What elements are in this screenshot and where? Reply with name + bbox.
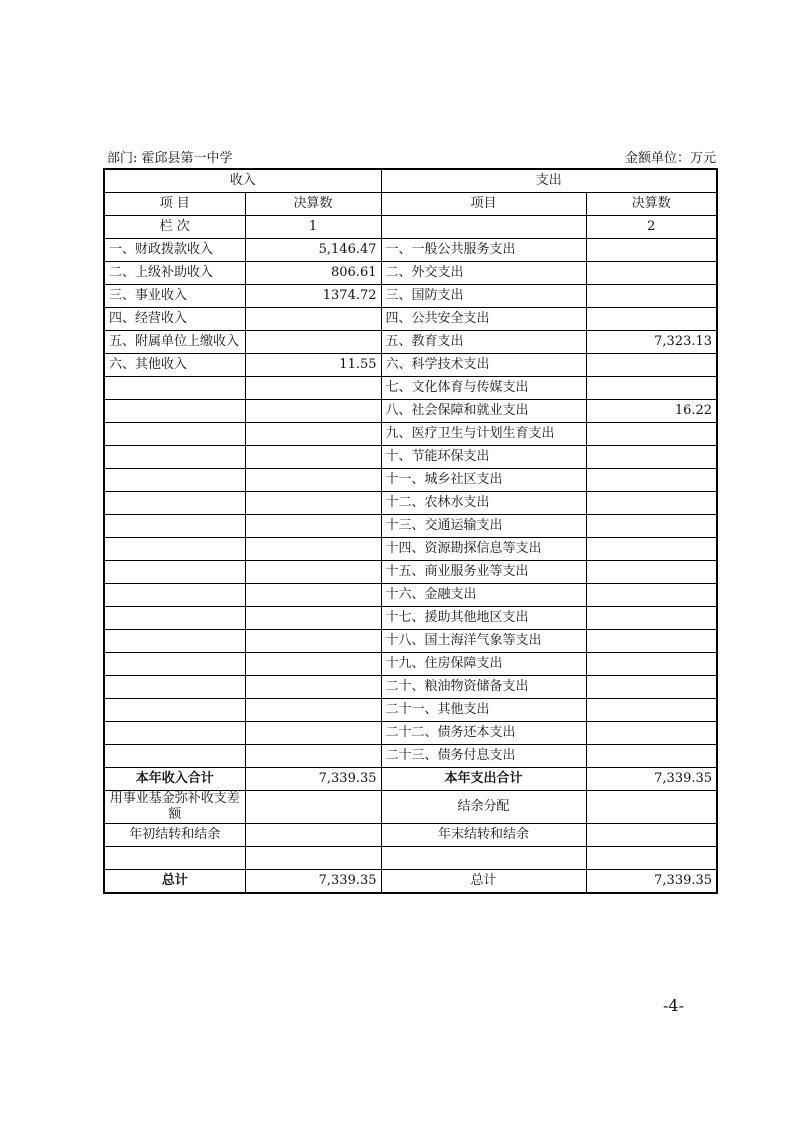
- expense-item-cell: 八、社会保障和就业支出: [381, 400, 586, 423]
- expense-total-value: 7,339.35: [586, 768, 717, 791]
- table-row: [104, 699, 717, 722]
- income-item-cell: [104, 469, 245, 492]
- income-item-cell: [104, 492, 245, 515]
- expense-item-cell: 四、公共安全支出: [381, 308, 586, 331]
- income-item-cell: 六、其他收入: [104, 354, 245, 377]
- department-label: 部门: 霍邱县第一中学: [107, 151, 233, 166]
- table-row: [104, 331, 717, 354]
- income-item-cell: [104, 423, 245, 446]
- table-row: [104, 354, 717, 377]
- grand-total-right: 7,339.35: [586, 870, 717, 894]
- income-item-cell: 二、上级补助收入: [104, 262, 245, 285]
- begin-value: [245, 824, 381, 847]
- expense-item-cell: 二十一、其他支出: [381, 699, 586, 722]
- table-row: [104, 607, 717, 630]
- index-label: 栏 次: [104, 216, 245, 239]
- expense-item-cell: 三、国防支出: [381, 285, 586, 308]
- expense-amount-cell: 16.22: [586, 400, 717, 423]
- expense-amount-cell: [586, 262, 717, 285]
- table-row: [104, 285, 717, 308]
- page-number: -4-: [663, 996, 684, 1015]
- expense-item-cell: 十三、交通运输支出: [381, 515, 586, 538]
- table-row: [104, 262, 717, 285]
- income-amount-cell: 5,146.47: [245, 239, 381, 262]
- grand-total-label-left: 总计: [104, 870, 245, 894]
- expense-amount-cell: [586, 239, 717, 262]
- income-amount-cell: [245, 308, 381, 331]
- income-item-cell: [104, 561, 245, 584]
- income-amount-cell: [245, 607, 381, 630]
- expense-amount-cell: [586, 745, 717, 768]
- expense-amount-cell: [586, 515, 717, 538]
- surplus-value: [586, 791, 717, 824]
- income-amount-header: 决算数: [245, 193, 381, 216]
- index-col1: 1: [245, 216, 381, 239]
- income-amount-cell: [245, 561, 381, 584]
- expense-item-cell: 十九、住房保障支出: [381, 653, 586, 676]
- income-item-cell: 三、事业收入: [104, 285, 245, 308]
- table-row: [104, 400, 717, 423]
- income-amount-cell: [245, 745, 381, 768]
- expense-amount-cell: [586, 446, 717, 469]
- expense-amount-cell: [586, 607, 717, 630]
- expense-item-cell: 十八、国土海洋气象等支出: [381, 630, 586, 653]
- income-item-cell: [104, 699, 245, 722]
- grand-total-label-right: 总计: [381, 870, 586, 894]
- income-item-cell: 五、附属单位上缴收入: [104, 331, 245, 354]
- blank-cell: [381, 847, 586, 870]
- income-amount-cell: [245, 653, 381, 676]
- expense-amount-cell: [586, 308, 717, 331]
- blank-cell: [586, 847, 717, 870]
- fund-row: [104, 791, 717, 824]
- expense-amount-cell: [586, 423, 717, 446]
- income-amount-cell: [245, 515, 381, 538]
- expense-total-label: 本年支出合计: [381, 768, 586, 791]
- column-header-row: [104, 193, 717, 216]
- grand-total-left: 7,339.35: [245, 870, 381, 894]
- income-section-header: 收入: [104, 169, 381, 193]
- expense-item-cell: 十五、商业服务业等支出: [381, 561, 586, 584]
- end-label: 年末结转和结余: [381, 824, 586, 847]
- income-amount-cell: [245, 446, 381, 469]
- income-amount-cell: [245, 331, 381, 354]
- income-item-cell: [104, 653, 245, 676]
- expense-item-cell: 二、外交支出: [381, 262, 586, 285]
- table-row: [104, 469, 717, 492]
- expense-amount-cell: [586, 722, 717, 745]
- income-item-cell: [104, 630, 245, 653]
- expense-item-cell: 二十二、债务还本支出: [381, 722, 586, 745]
- expense-amount-cell: [586, 676, 717, 699]
- expense-section-header: 支出: [381, 169, 717, 193]
- income-amount-cell: [245, 722, 381, 745]
- income-amount-cell: [245, 584, 381, 607]
- expense-amount-cell: [586, 538, 717, 561]
- expense-amount-cell: [586, 285, 717, 308]
- index-empty: [381, 216, 586, 239]
- table-row: [104, 446, 717, 469]
- surplus-label: 结余分配: [381, 791, 586, 824]
- table-row: [104, 538, 717, 561]
- expense-item-cell: 一、一般公共服务支出: [381, 239, 586, 262]
- expense-amount-cell: [586, 584, 717, 607]
- section-header-row: [104, 169, 717, 193]
- expense-amount-cell: [586, 354, 717, 377]
- expense-item-cell: 十四、资源勘探信息等支出: [381, 538, 586, 561]
- expense-amount-cell: [586, 653, 717, 676]
- table-row: [104, 653, 717, 676]
- fund-label: 用事业基金弥补收支差额: [104, 791, 245, 824]
- table-row: [104, 239, 717, 262]
- table-row: [104, 561, 717, 584]
- income-total-label: 本年收入合计: [104, 768, 245, 791]
- blank-cell: [104, 847, 245, 870]
- expense-item-cell: 七、文化体育与传媒支出: [381, 377, 586, 400]
- index-col2: 2: [586, 216, 717, 239]
- expense-item-cell: 十七、援助其他地区支出: [381, 607, 586, 630]
- table-row: [104, 630, 717, 653]
- carryover-row: [104, 824, 717, 847]
- income-item-cell: [104, 515, 245, 538]
- income-amount-cell: [245, 699, 381, 722]
- income-item-cell: 一、财政拨款收入: [104, 239, 245, 262]
- expense-item-cell: 二十三、债务付息支出: [381, 745, 586, 768]
- table-row: [104, 676, 717, 699]
- income-item-cell: [104, 446, 245, 469]
- income-amount-cell: [245, 469, 381, 492]
- expense-item-cell: 六、科学技术支出: [381, 354, 586, 377]
- income-amount-cell: [245, 423, 381, 446]
- income-amount-cell: [245, 492, 381, 515]
- expense-item-cell: 九、医疗卫生与计划生育支出: [381, 423, 586, 446]
- expense-amount-cell: [586, 377, 717, 400]
- expense-amount-cell: 7,323.13: [586, 331, 717, 354]
- begin-label: 年初结转和结余: [104, 824, 245, 847]
- income-amount-cell: [245, 676, 381, 699]
- table-row: [104, 745, 717, 768]
- expense-amount-cell: [586, 630, 717, 653]
- expense-item-cell: 十一、城乡社区支出: [381, 469, 586, 492]
- end-value: [586, 824, 717, 847]
- income-amount-cell: 11.55: [245, 354, 381, 377]
- income-expense-table: [103, 168, 718, 894]
- income-amount-cell: 806.61: [245, 262, 381, 285]
- expense-item-cell: 十六、金融支出: [381, 584, 586, 607]
- table-header-info: [103, 147, 716, 167]
- income-item-cell: [104, 377, 245, 400]
- expense-item-cell: 二十、粮油物资储备支出: [381, 676, 586, 699]
- income-amount-cell: [245, 538, 381, 561]
- income-amount-cell: [245, 400, 381, 423]
- income-item-cell: 四、经营收入: [104, 308, 245, 331]
- income-amount-cell: 1374.72: [245, 285, 381, 308]
- income-total-value: 7,339.35: [245, 768, 381, 791]
- income-item-cell: [104, 584, 245, 607]
- fund-value: [245, 791, 381, 824]
- table-row: [104, 722, 717, 745]
- income-amount-cell: [245, 630, 381, 653]
- expense-item-cell: 十、节能环保支出: [381, 446, 586, 469]
- income-item-cell: [104, 538, 245, 561]
- table-row: [104, 377, 717, 400]
- income-item-cell: [104, 400, 245, 423]
- income-item-cell: [104, 676, 245, 699]
- blank-cell: [245, 847, 381, 870]
- grand-total-row: [104, 870, 717, 894]
- expense-amount-header: 决算数: [586, 193, 717, 216]
- expense-item-cell: 十二、农林水支出: [381, 492, 586, 515]
- blank-row: [104, 847, 717, 870]
- expense-item-cell: 五、教育支出: [381, 331, 586, 354]
- income-item-cell: [104, 607, 245, 630]
- expense-item-header: 项目: [381, 193, 586, 216]
- annual-total-row: [104, 768, 717, 791]
- table-row: [104, 492, 717, 515]
- income-item-header: 项 目: [104, 193, 245, 216]
- unit-label: 金额单位：万元: [624, 151, 716, 166]
- expense-amount-cell: [586, 469, 717, 492]
- expense-amount-cell: [586, 561, 717, 584]
- income-amount-cell: [245, 377, 381, 400]
- expense-amount-cell: [586, 699, 717, 722]
- table-row: [104, 308, 717, 331]
- table-row: [104, 515, 717, 538]
- index-row: [104, 216, 717, 239]
- income-item-cell: [104, 745, 245, 768]
- table-row: [104, 423, 717, 446]
- income-item-cell: [104, 722, 245, 745]
- table-row: [104, 584, 717, 607]
- expense-amount-cell: [586, 492, 717, 515]
